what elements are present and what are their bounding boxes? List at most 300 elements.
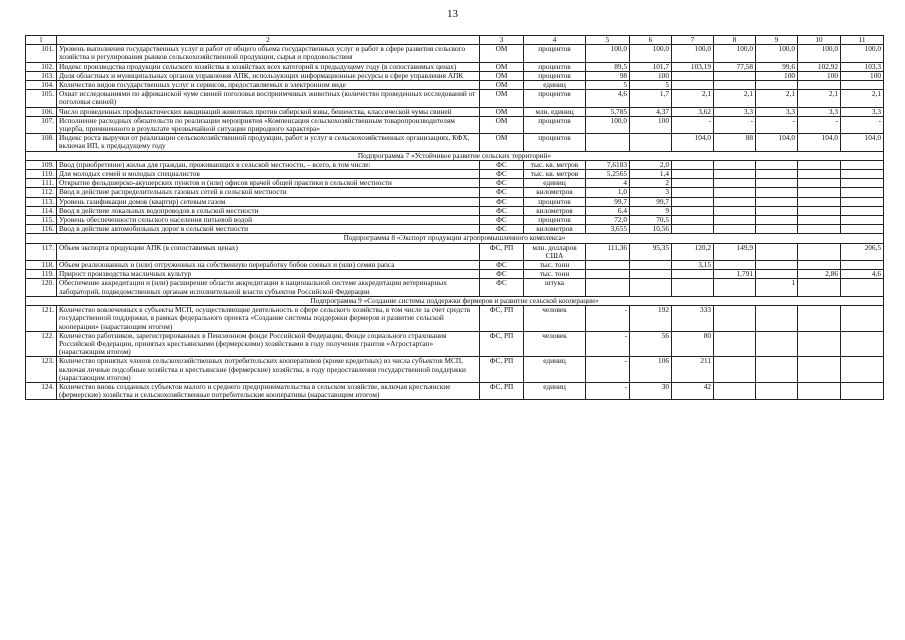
source-cell: ОМ xyxy=(480,107,524,116)
unit-cell: млн. долларов США xyxy=(524,243,586,260)
value-cell xyxy=(672,81,714,90)
value-cell: - xyxy=(714,116,756,133)
column-number-cell: 10 xyxy=(798,36,841,45)
value-cell xyxy=(714,81,756,90)
value-cell: 3 xyxy=(630,188,672,197)
table-row xyxy=(26,206,884,215)
table-row xyxy=(26,243,884,260)
column-number-cell: 8 xyxy=(714,36,756,45)
value-cell xyxy=(798,216,841,225)
table-row xyxy=(26,81,884,90)
row-number: 114. xyxy=(26,206,57,215)
value-cell xyxy=(798,261,841,270)
subprogram-row xyxy=(26,151,884,160)
value-cell xyxy=(798,331,841,357)
value-cell xyxy=(714,382,756,399)
unit-cell: километров xyxy=(524,188,586,197)
unit-cell: единиц xyxy=(524,81,586,90)
value-cell: 89,5 xyxy=(586,62,630,71)
value-cell: 88 xyxy=(714,134,756,151)
value-cell xyxy=(841,170,884,179)
value-cell: 104,0 xyxy=(672,134,714,151)
value-cell xyxy=(756,188,798,197)
table-row xyxy=(26,170,884,179)
value-cell: 101,7 xyxy=(630,62,672,71)
indicator-name: Для молодых семей и молодых специалистов xyxy=(57,170,480,179)
source-cell: ОМ xyxy=(480,45,524,62)
value-cell: 149,9 xyxy=(714,243,756,260)
indicator-name: Количество принятых членов сельскохозяйственных потребительских кооперативов (кроме кредитных) из числа субъектов МСП, включая личные подсобные хозяйства и крестьянские (фермерские) хозяйства, в году предоставления государственной поддержки (нарастающим итогом) xyxy=(57,357,480,383)
indicator-name: Уровень выполнения государственных услуг и работ от общего объема государственных услуг и работ в сфере развития сельского хозяйства и регулирования рынков сельскохозяйственной продукции, сырья и продовольствия xyxy=(57,45,480,62)
value-cell xyxy=(672,179,714,188)
value-cell: 100,0 xyxy=(672,45,714,62)
value-cell xyxy=(841,81,884,90)
value-cell xyxy=(756,331,798,357)
table-row xyxy=(26,279,884,296)
source-cell: ФС xyxy=(480,270,524,279)
value-cell: 1 xyxy=(756,279,798,296)
value-cell xyxy=(672,216,714,225)
value-cell xyxy=(672,197,714,206)
value-cell xyxy=(714,331,756,357)
value-cell xyxy=(798,170,841,179)
table-row xyxy=(26,357,884,383)
value-cell: 4,6 xyxy=(841,270,884,279)
value-cell xyxy=(756,197,798,206)
indicator-name: Количество видов государственных услуг и сервисов, предоставляемых в электронном виде xyxy=(57,81,480,90)
value-cell xyxy=(841,279,884,296)
row-number: 107. xyxy=(26,116,57,133)
indicator-name: Охват исследованиями по африканской чуме свиней поголовья восприимчивых животных (количество проведенных исследований от поголовья свиней) xyxy=(57,90,480,107)
indicator-name: Количество вовлеченных в субъекты МСП, осуществляющие деятельность в сфере сельского хозяйства, в том числе за счет средств государственной поддержки, в рамках федерального проекта «Создание системы поддержки фермеров и развитие сельской кооперации» (нарастающим итогом) xyxy=(57,306,480,332)
value-cell xyxy=(672,206,714,215)
value-cell xyxy=(714,306,756,332)
value-cell xyxy=(630,134,672,151)
value-cell: 42 xyxy=(672,382,714,399)
value-cell: 100,0 xyxy=(630,45,672,62)
value-cell: 3,15 xyxy=(672,261,714,270)
value-cell: 5 xyxy=(586,81,630,90)
subprogram-title: Подпрограмма 7 «Устойчивое развитие сельских территорий» xyxy=(26,151,884,160)
value-cell xyxy=(756,382,798,399)
value-cell xyxy=(714,160,756,169)
value-cell: 10,56 xyxy=(630,225,672,234)
indicators-table xyxy=(25,35,884,400)
value-cell: 99,7 xyxy=(630,197,672,206)
source-cell: ФС, РП xyxy=(480,306,524,332)
value-cell xyxy=(841,225,884,234)
value-cell: 5,2565 xyxy=(586,170,630,179)
source-cell: ОМ xyxy=(480,81,524,90)
row-number: 119. xyxy=(26,270,57,279)
unit-cell: млн. единиц xyxy=(524,107,586,116)
row-number: 112. xyxy=(26,188,57,197)
value-cell: 77,58 xyxy=(714,62,756,71)
row-number: 108. xyxy=(26,134,57,151)
indicator-name: Уровень обеспеченности сельского населения питьевой водой xyxy=(57,216,480,225)
value-cell xyxy=(841,197,884,206)
value-cell xyxy=(756,225,798,234)
column-number-cell: 7 xyxy=(672,36,714,45)
indicator-name: Объем реализованных и (или) отгруженных на собственную переработку бобов соевых и (или) семян рапса xyxy=(57,261,480,270)
unit-cell: человек xyxy=(524,331,586,357)
source-cell: ФС xyxy=(480,206,524,215)
unit-cell: штука xyxy=(524,279,586,296)
value-cell xyxy=(841,216,884,225)
source-cell: ФС xyxy=(480,179,524,188)
unit-cell: единиц xyxy=(524,357,586,383)
value-cell: 3,655 xyxy=(586,225,630,234)
value-cell xyxy=(841,188,884,197)
value-cell xyxy=(672,170,714,179)
column-number-cell: 11 xyxy=(841,36,884,45)
value-cell: 9 xyxy=(630,206,672,215)
value-cell: 4,37 xyxy=(630,107,672,116)
value-cell: 100 xyxy=(798,71,841,80)
value-cell xyxy=(714,170,756,179)
source-cell: ФС xyxy=(480,279,524,296)
value-cell xyxy=(798,81,841,90)
table-row xyxy=(26,62,884,71)
value-cell xyxy=(714,179,756,188)
page-number: 13 xyxy=(447,8,458,20)
subprogram-title: Подпрограмма 9 «Создание системы поддержки фермеров и развитие сельской кооперации» xyxy=(26,296,884,305)
row-number: 103. xyxy=(26,71,57,80)
value-cell xyxy=(672,279,714,296)
value-cell xyxy=(756,206,798,215)
table-row xyxy=(26,197,884,206)
value-cell: 3,3 xyxy=(714,107,756,116)
value-cell: 100 xyxy=(756,71,798,80)
row-number: 117. xyxy=(26,243,57,260)
source-cell: ФС xyxy=(480,160,524,169)
value-cell: 192 xyxy=(630,306,672,332)
value-cell: - xyxy=(586,331,630,357)
value-cell: - xyxy=(756,116,798,133)
value-cell xyxy=(630,261,672,270)
value-cell xyxy=(586,279,630,296)
value-cell xyxy=(841,261,884,270)
source-cell: ФС xyxy=(480,261,524,270)
table-row xyxy=(26,216,884,225)
value-cell xyxy=(672,71,714,80)
value-cell: 3,3 xyxy=(841,107,884,116)
value-cell xyxy=(630,270,672,279)
value-cell: 104,0 xyxy=(756,134,798,151)
row-number: 106. xyxy=(26,107,57,116)
value-cell: 2,1 xyxy=(714,90,756,107)
row-number: 122. xyxy=(26,331,57,357)
table-row xyxy=(26,331,884,357)
row-number: 118. xyxy=(26,261,57,270)
source-cell: ФС xyxy=(480,197,524,206)
value-cell: 98 xyxy=(586,71,630,80)
value-cell xyxy=(798,306,841,332)
value-cell: 106 xyxy=(630,357,672,383)
unit-cell: человек xyxy=(524,306,586,332)
unit-cell: процентов xyxy=(524,45,586,62)
value-cell: 2,86 xyxy=(798,270,841,279)
value-cell xyxy=(756,170,798,179)
value-cell xyxy=(798,243,841,260)
row-number: 109. xyxy=(26,160,57,169)
value-cell xyxy=(672,160,714,169)
value-cell: 1,4 xyxy=(630,170,672,179)
table-row xyxy=(26,261,884,270)
value-cell: 1,0 xyxy=(586,188,630,197)
unit-cell: процентов xyxy=(524,134,586,151)
value-cell xyxy=(798,225,841,234)
value-cell: 2,1 xyxy=(756,90,798,107)
value-cell xyxy=(714,261,756,270)
value-cell: 103,19 xyxy=(672,62,714,71)
row-number: 121. xyxy=(26,306,57,332)
indicator-name: Объем экспорта продукции АПК (в сопоставимых ценах) xyxy=(57,243,480,260)
indicator-name: Открытие фельдшерско-акушерских пунктов и (или) офисов врачей общей практики в сельской местности xyxy=(57,179,480,188)
value-cell xyxy=(798,179,841,188)
row-number: 113. xyxy=(26,197,57,206)
source-cell: ФС xyxy=(480,188,524,197)
value-cell: 3,3 xyxy=(756,107,798,116)
value-cell: 103,3 xyxy=(841,62,884,71)
value-cell: 7,6183 xyxy=(586,160,630,169)
value-cell: - xyxy=(586,357,630,383)
value-cell xyxy=(714,357,756,383)
value-cell: 1,7 xyxy=(630,90,672,107)
column-number-row xyxy=(26,36,884,45)
column-number-cell: 4 xyxy=(524,36,586,45)
value-cell xyxy=(714,206,756,215)
value-cell: 104,0 xyxy=(798,134,841,151)
value-cell: 2,1 xyxy=(672,90,714,107)
value-cell xyxy=(756,179,798,188)
subprogram-title: Подпрограмма 8 «Экспорт продукции агропромышленного комплекса» xyxy=(26,234,884,243)
value-cell xyxy=(756,306,798,332)
table-row xyxy=(26,306,884,332)
column-number-cell: 2 xyxy=(57,36,480,45)
value-cell xyxy=(798,188,841,197)
unit-cell: единиц xyxy=(524,382,586,399)
source-cell: ФС, РП xyxy=(480,357,524,383)
unit-cell: процентов xyxy=(524,197,586,206)
source-cell: ФС xyxy=(480,225,524,234)
value-cell: 120,2 xyxy=(672,243,714,260)
table-row xyxy=(26,270,884,279)
column-number-cell: 3 xyxy=(480,36,524,45)
value-cell: 3,62 xyxy=(672,107,714,116)
value-cell: 2,1 xyxy=(798,90,841,107)
row-number: 115. xyxy=(26,216,57,225)
table-row xyxy=(26,116,884,133)
unit-cell: процентов xyxy=(524,216,586,225)
value-cell xyxy=(841,357,884,383)
source-cell: ФС, РП xyxy=(480,382,524,399)
indicator-name: Индекс производства продукции сельского хозяйства в хозяйствах всех категорий к предыдущему году (в сопоставимых ценах) xyxy=(57,62,480,71)
value-cell xyxy=(756,216,798,225)
column-number-cell: 9 xyxy=(756,36,798,45)
row-number: 110. xyxy=(26,170,57,179)
value-cell: 100 xyxy=(630,116,672,133)
unit-cell: тыс. тонн xyxy=(524,270,586,279)
unit-cell: единиц xyxy=(524,179,586,188)
value-cell: 333 xyxy=(672,306,714,332)
unit-cell: тыс. кв. метров xyxy=(524,160,586,169)
value-cell: 100,0 xyxy=(586,45,630,62)
value-cell xyxy=(586,270,630,279)
value-cell: 5,785 xyxy=(586,107,630,116)
unit-cell: тыс. кв. метров xyxy=(524,170,586,179)
value-cell xyxy=(756,81,798,90)
value-cell: 100,0 xyxy=(756,45,798,62)
value-cell: 30 xyxy=(630,382,672,399)
value-cell xyxy=(798,197,841,206)
source-cell: ФС xyxy=(480,216,524,225)
source-cell: ОМ xyxy=(480,71,524,80)
row-number: 123. xyxy=(26,357,57,383)
unit-cell: тыс. тонн xyxy=(524,261,586,270)
value-cell xyxy=(756,160,798,169)
value-cell xyxy=(841,160,884,169)
table-row xyxy=(26,188,884,197)
value-cell xyxy=(672,188,714,197)
table-row xyxy=(26,225,884,234)
value-cell xyxy=(798,279,841,296)
unit-cell: процентов xyxy=(524,62,586,71)
source-cell: ОМ xyxy=(480,62,524,71)
column-number-cell: 6 xyxy=(630,36,672,45)
source-cell: ОМ xyxy=(480,90,524,107)
value-cell xyxy=(841,382,884,399)
indicator-name: Исполнение расходных обязательств по реализации мероприятия «Компенсация сельскохозяйственным товаропроизводителям ущерба, причиненного в результате чрезвычайной ситуации природного характера» xyxy=(57,116,480,133)
value-cell xyxy=(586,134,630,151)
value-cell xyxy=(672,225,714,234)
unit-cell: процентов xyxy=(524,90,586,107)
value-cell xyxy=(798,206,841,215)
row-number: 124. xyxy=(26,382,57,399)
value-cell: - xyxy=(841,116,884,133)
value-cell: 100,0 xyxy=(841,45,884,62)
indicator-name: Доля областных и муниципальных органов управления АПК, использующих информационные ресурсы в сфере управления АПК xyxy=(57,71,480,80)
table-row xyxy=(26,71,884,80)
value-cell: 5 xyxy=(630,81,672,90)
value-cell xyxy=(756,270,798,279)
indicator-name: Индекс роста выручки от реализации сельскохозяйственной продукции, работ и услуг в сельскохозяйственных организациях, КФХ, включая ИП, к предыдущему году xyxy=(57,134,480,151)
value-cell: - xyxy=(798,116,841,133)
value-cell xyxy=(714,279,756,296)
unit-cell: процентов xyxy=(524,116,586,133)
value-cell: 206,5 xyxy=(841,243,884,260)
value-cell xyxy=(714,71,756,80)
value-cell: 3,3 xyxy=(798,107,841,116)
value-cell xyxy=(756,261,798,270)
indicator-name: Ввод в действие распределительных газовых сетей в сельской местности xyxy=(57,188,480,197)
value-cell xyxy=(841,331,884,357)
value-cell: 100,0 xyxy=(714,45,756,62)
value-cell: 4,6 xyxy=(586,90,630,107)
indicator-name: Прирост производства масличных культур xyxy=(57,270,480,279)
table-row xyxy=(26,179,884,188)
value-cell: 99,6 xyxy=(756,62,798,71)
value-cell xyxy=(714,197,756,206)
value-cell: 111,36 xyxy=(586,243,630,260)
value-cell: - xyxy=(672,116,714,133)
column-number-cell: 5 xyxy=(586,36,630,45)
value-cell: 56 xyxy=(630,331,672,357)
table-row xyxy=(26,134,884,151)
row-number: 111. xyxy=(26,179,57,188)
value-cell: 72,0 xyxy=(586,216,630,225)
value-cell: 104,0 xyxy=(841,134,884,151)
value-cell xyxy=(841,206,884,215)
value-cell: 2,0 xyxy=(630,160,672,169)
source-cell: ФС, РП xyxy=(480,243,524,260)
source-cell: ОМ xyxy=(480,116,524,133)
subprogram-row xyxy=(26,234,884,243)
row-number: 102. xyxy=(26,62,57,71)
value-cell xyxy=(672,270,714,279)
value-cell xyxy=(798,382,841,399)
value-cell: 99,7 xyxy=(586,197,630,206)
row-number: 116. xyxy=(26,225,57,234)
value-cell xyxy=(756,243,798,260)
subprogram-row xyxy=(26,296,884,305)
source-cell: ОМ xyxy=(480,134,524,151)
row-number: 104. xyxy=(26,81,57,90)
value-cell xyxy=(841,179,884,188)
value-cell: 100,0 xyxy=(798,45,841,62)
indicator-name: Уровень газификации домов (квартир) сетевым газом xyxy=(57,197,480,206)
value-cell: - xyxy=(586,382,630,399)
value-cell xyxy=(586,261,630,270)
indicator-name: Ввод в действие локальных водопроводов в сельской местности xyxy=(57,206,480,215)
value-cell: 80 xyxy=(672,331,714,357)
value-cell: 4 xyxy=(586,179,630,188)
value-cell xyxy=(714,216,756,225)
value-cell: - xyxy=(586,306,630,332)
unit-cell: километров xyxy=(524,225,586,234)
table-row xyxy=(26,90,884,107)
value-cell: 100,0 xyxy=(586,116,630,133)
row-number: 105. xyxy=(26,90,57,107)
value-cell: 6,4 xyxy=(586,206,630,215)
value-cell: 100 xyxy=(841,71,884,80)
value-cell xyxy=(798,357,841,383)
row-number: 101. xyxy=(26,45,57,62)
indicator-name: Обеспечение аккредитации и (или) расширение области аккредитации в национальной системе аккредитации ветеринарных лабораторий, подведомственных органам исполнительной власти субъектов Российской Федерации xyxy=(57,279,480,296)
indicator-name: Количество вновь созданных субъектов малого и среднего предпринимательства в сельском хозяйстве, включая крестьянские (фермерские) хозяйства и сельскохозяйственные потребительские кооперативы (нарастающим итогом) xyxy=(57,382,480,399)
indicator-name: Ввод (приобретение) жилья для граждан, проживающих в сельской местности, – всего, в том числе: xyxy=(57,160,480,169)
indicator-name: Количество работников, зарегистрированных в Пенсионном фонде Российской Федерации, Фонде социального страхования Российской Федерации, принятых крестьянскими (фермерскими) хозяйствами в году получения грантов «Агростартап» (нарастающим итогом) xyxy=(57,331,480,357)
table-row xyxy=(26,107,884,116)
table-row xyxy=(26,45,884,62)
unit-cell: километров xyxy=(524,206,586,215)
value-cell xyxy=(630,279,672,296)
indicator-name: Число проведенных профилактических вакцинаций животных против сибирской язвы, бешенства, классической чумы свиней xyxy=(57,107,480,116)
table-row xyxy=(26,382,884,399)
value-cell: 211 xyxy=(672,357,714,383)
value-cell xyxy=(714,188,756,197)
value-cell: 95,35 xyxy=(630,243,672,260)
source-cell: ФС, РП xyxy=(480,331,524,357)
value-cell xyxy=(841,306,884,332)
unit-cell: процентов xyxy=(524,71,586,80)
indicator-name: Ввод в действие автомобильных дорог в сельской местности xyxy=(57,225,480,234)
value-cell: 102,92 xyxy=(798,62,841,71)
table-row xyxy=(26,160,884,169)
source-cell: ФС xyxy=(480,170,524,179)
value-cell xyxy=(756,357,798,383)
value-cell xyxy=(798,160,841,169)
